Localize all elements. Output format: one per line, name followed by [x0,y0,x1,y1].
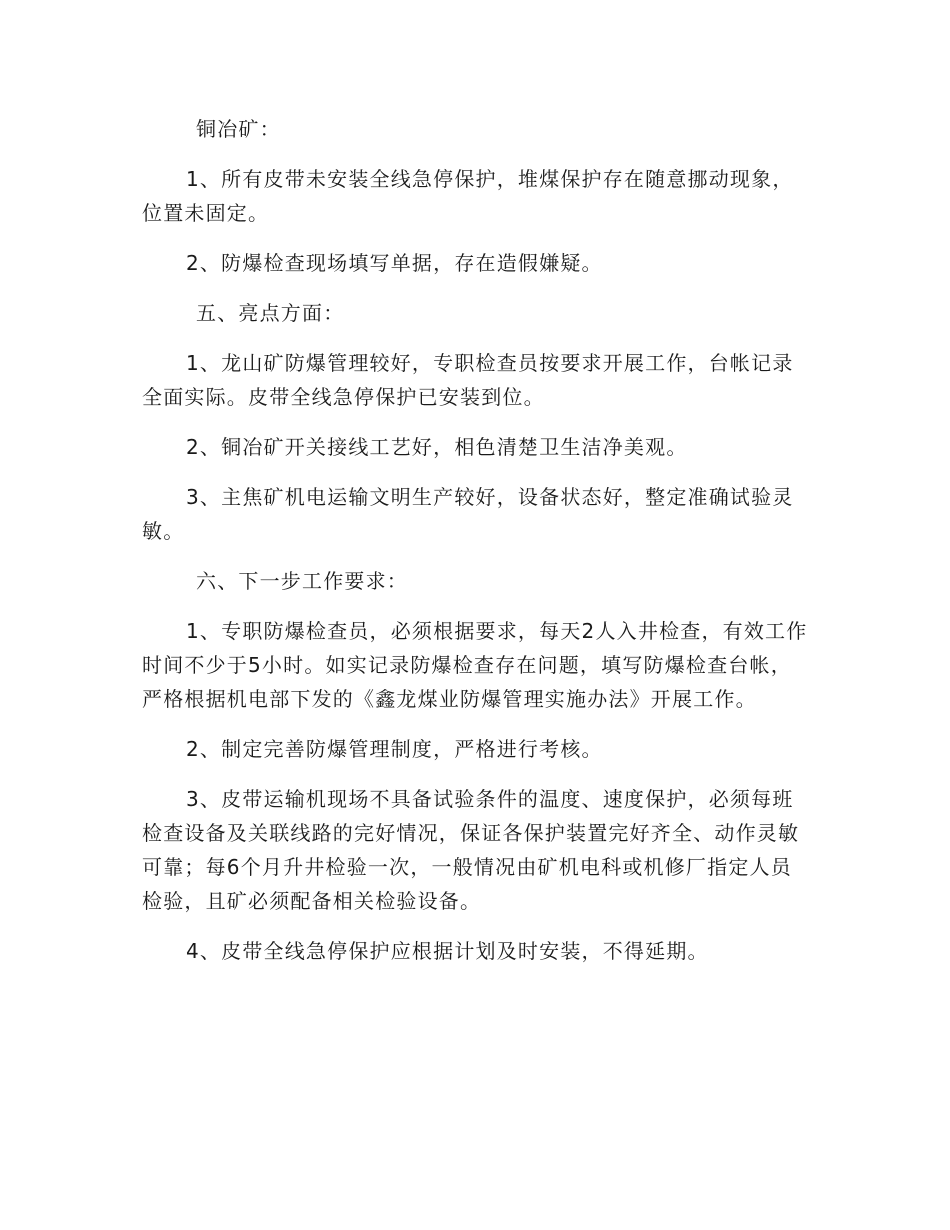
paragraph-highlight-item-3: 3、主焦矿机电运输文明生产较好，设备状态好，整定准确试验灵敏。 [142,485,794,543]
section-heading-tongye: 铜冶矿： [196,117,281,141]
paragraph-highlight-item-2: 2、铜冶矿开关接线工艺好，相色清楚卫生洁净美观。 [186,435,688,459]
paragraph-tongye-item-2: 2、防爆检查现场填写单据，存在造假嫌疑。 [186,251,603,275]
paragraph-requirement-item-3: 3、皮带运输机现场不具备试验条件的温度、速度保护，必须每班检查设备及关联线路的完好情况，保证各保护装置完好齐全、动作灵敏可靠；每6个月升井检验一次，一般情况由矿机电科或机修厂指定人员检验，且矿必须配备相关检验设备。 [142,787,800,913]
paragraph-highlight-item-1: 1、龙山矿防爆管理较好，专职检查员按要求开展工作，台帐记录全面实际。皮带全线急停保护已安装到位。 [142,351,794,409]
paragraph-requirement-item-4: 4、皮带全线急停保护应根据计划及时安装，不得延期。 [186,939,709,963]
document-body [142,112,810,968]
paragraph-requirement-item-1: 1、专职防爆检查员，必须根据要求，每天2人入井检查，有效工作时间不少于5小时。如实记录防爆检查存在问题，填写防爆检查台帐，严格根据机电部下发的《鑫龙煤业防爆管理实施办法》开展工作。 [142,619,808,711]
section-heading-highlights: 五、亮点方面： [196,301,345,325]
section-heading-next-steps: 六、下一步工作要求： [196,569,408,593]
paragraph-tongye-item-1: 1、所有皮带未安装全线急停保护，堆煤保护存在随意挪动现象，位置未固定。 [142,167,794,225]
paragraph-requirement-item-2: 2、制定完善防爆管理制度，严格进行考核。 [186,737,603,761]
